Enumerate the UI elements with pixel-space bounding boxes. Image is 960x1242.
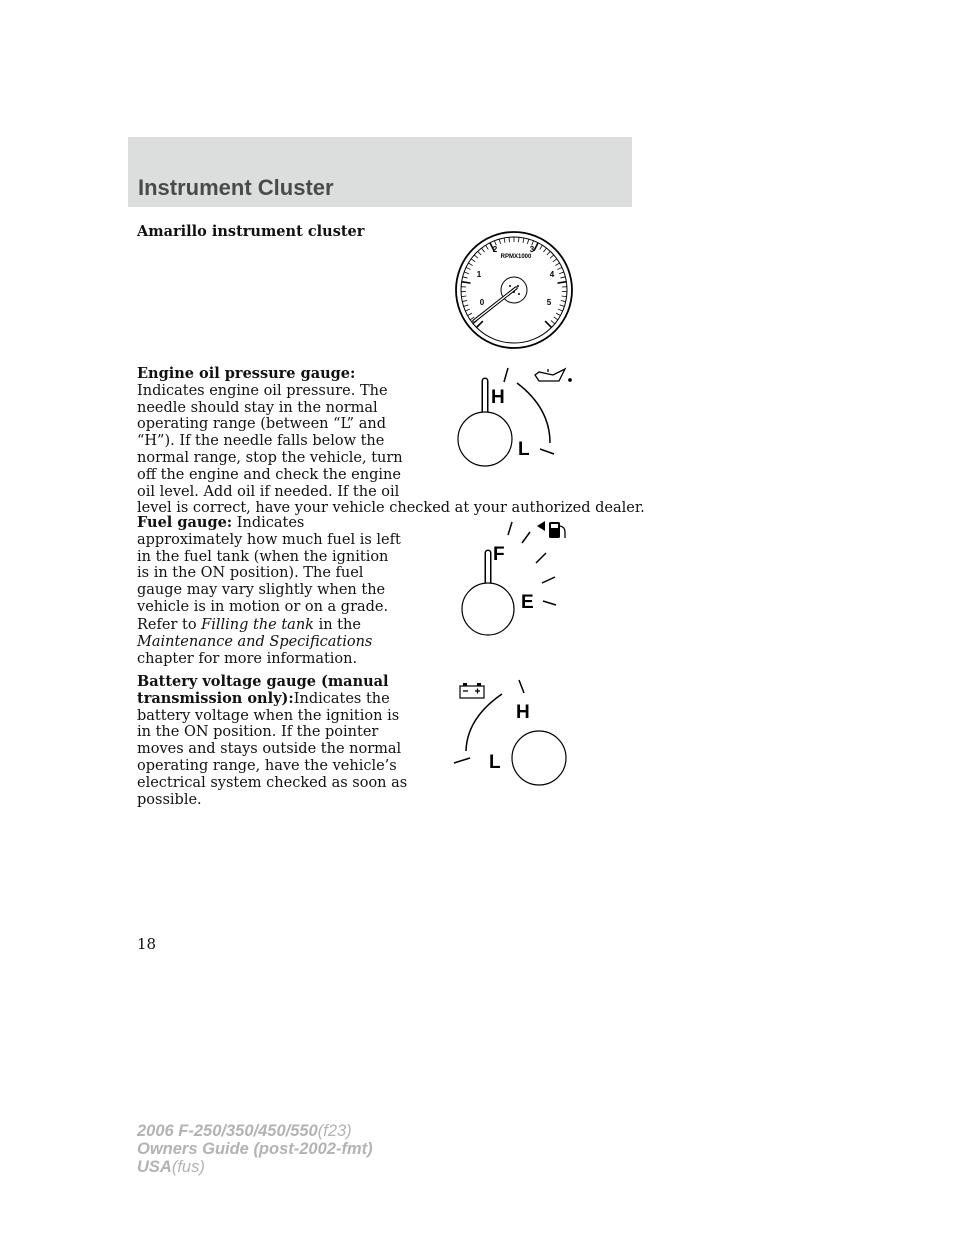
battery-gauge-description — [137, 674, 407, 808]
fuel-text-line-5: gauge may vary slightly when the — [137, 582, 386, 599]
battery-text-line-1: Indicates the — [293, 690, 390, 707]
battery-gauge-label-line-2: transmission only): — [137, 689, 294, 707]
tachometer-unit-label: RPMX1000 — [500, 254, 532, 260]
tick-label-4: 4 — [549, 270, 555, 279]
tick-label-0: 0 — [479, 298, 485, 307]
tachometer-tick — [560, 277, 565, 278]
battery-text-line-4: moves and stays outside the normal — [137, 741, 402, 758]
tachometer-tick — [553, 259, 557, 262]
tachometer-tick — [555, 263, 559, 266]
tachometer-tick — [543, 248, 546, 252]
tachometer-tick — [466, 267, 471, 269]
tachometer-tick — [557, 282, 566, 283]
tachometer-tick — [561, 300, 566, 301]
tachometer-tick — [527, 239, 528, 244]
fuel-gauge-empty-label: E — [521, 592, 534, 613]
battery-gauge-high-tick — [519, 680, 524, 693]
battery-gauge-high-label: H — [516, 702, 530, 723]
refer-prefix: Refer to — [137, 617, 197, 633]
tachometer-tick — [557, 267, 562, 269]
oil-text-line-3: operating range (between “L” and — [137, 416, 386, 433]
tick-label-2: 2 — [492, 245, 498, 254]
fuel-pump-icon — [537, 521, 565, 538]
oil-text-line-8: level is correct, have your vehicle checked at your authorized dealer. — [137, 500, 645, 517]
fuel-text-line-2: approximately how much fuel is left — [137, 531, 401, 548]
footer-model-code: (f23) — [317, 1122, 352, 1140]
fuel-gauge-description — [137, 515, 401, 616]
refer-link-filling-the-tank: Filling the tank — [201, 617, 314, 633]
tachometer-tick — [504, 238, 505, 243]
tachometer-tick — [462, 300, 467, 301]
battery-text-line-6: electrical system checked as soon as — [137, 774, 408, 791]
battery-text-line-7: possible. — [137, 791, 202, 808]
tick-label-5: 5 — [546, 298, 552, 307]
tachometer-tick — [468, 313, 472, 315]
tachometer-tick — [486, 245, 489, 249]
tachometer-tick — [558, 309, 563, 311]
oil-gauge-range-arc — [517, 383, 550, 443]
tachometer-tick — [559, 272, 564, 274]
tachometer-tick — [474, 255, 478, 258]
tachometer-tick — [477, 321, 483, 327]
chapter-title: Instrument Cluster — [138, 175, 334, 200]
fuel-gauge-illustration — [460, 518, 578, 640]
oil-text-line-4: “H”). If the needle falls below the — [137, 433, 385, 450]
footer-guide: Owners Guide (post-2002-fmt) — [137, 1140, 373, 1158]
battery-text-line-2: battery voltage when the ignition is — [137, 707, 400, 724]
page-number: 18 — [137, 935, 157, 953]
cluster-heading-text: Amarillo instrument cluster — [137, 223, 365, 240]
oil-can-icon — [535, 369, 571, 381]
tachometer-tick — [461, 296, 466, 297]
oil-text-line-5: normal range, stop the vehicle, turn — [137, 449, 403, 466]
tachometer-tick — [547, 251, 550, 255]
tachometer-tick — [464, 272, 469, 274]
tick-label-1: 1 — [476, 270, 482, 279]
fuel-tick-full — [508, 522, 512, 535]
oil-text-line-2: needle should stay in the normal — [137, 399, 378, 416]
tachometer-tick — [482, 248, 485, 252]
tachometer-tick — [478, 251, 481, 255]
tachometer-tick — [560, 305, 565, 307]
fuel-tick-empty — [543, 601, 556, 605]
tachometer-tick — [540, 245, 543, 249]
oil-text-line-1: Indicates engine oil pressure. The — [137, 382, 388, 399]
fuel-text-line-6: vehicle is in motion or on a grade. — [137, 598, 389, 615]
tachometer-tick — [463, 277, 468, 278]
refer-paragraph — [137, 617, 372, 667]
fuel-text-line-1: Indicates — [236, 515, 305, 531]
chapter-header-band — [128, 137, 632, 207]
tick-label-3: 3 — [529, 245, 535, 254]
tachometer-tick — [523, 238, 524, 243]
oil-gauge-high-label: H — [491, 387, 505, 408]
battery-gauge-hub — [512, 731, 566, 785]
tachometer-tick — [556, 313, 560, 315]
fuel-text-line-4: is in the ON position). The fuel — [137, 565, 364, 582]
refer-suffix: chapter for more information. — [137, 650, 358, 667]
oil-gauge-hub — [458, 412, 512, 466]
battery-icon — [460, 683, 484, 698]
fuel-tick-half — [536, 553, 546, 563]
battery-text-line-5: operating range, have the vehicle’s — [137, 757, 397, 774]
footer-region-code: (fus) — [171, 1158, 205, 1176]
tachometer-tick — [464, 305, 469, 307]
tachometer-tick — [554, 317, 558, 320]
tachometer-tick — [550, 255, 554, 258]
oil-text-line-6: off the engine and check the engine — [137, 466, 401, 483]
document-footer — [137, 1122, 373, 1176]
tachometer-tick — [471, 259, 475, 262]
oil-gauge-low-tick — [540, 449, 554, 454]
fuel-gauge-label: Fuel gauge: — [137, 514, 233, 531]
fuel-tick-three-quarter — [522, 532, 530, 543]
oil-gauge-label: Engine oil pressure gauge: — [137, 365, 356, 382]
oil-pressure-gauge-illustration — [455, 363, 580, 475]
battery-gauge-low-tick — [454, 758, 470, 763]
oil-gauge-low-label: L — [518, 439, 530, 460]
tachometer-tick — [562, 296, 567, 297]
tachometer-tick — [465, 309, 470, 311]
refer-link-maintenance-specs: Maintenance and Specifications — [137, 633, 373, 650]
tachometer-tick — [499, 239, 500, 244]
tachometer-tick — [551, 321, 555, 324]
footer-model: 2006 F-250/350/450/550 — [137, 1122, 318, 1140]
battery-gauge-low-label: L — [489, 752, 501, 773]
fuel-text-line-3: in the fuel tank (when the ignition — [137, 548, 389, 565]
tachometer-tick — [468, 263, 472, 266]
tachometer-illustration — [452, 230, 578, 352]
oil-gauge-high-tick — [504, 368, 508, 382]
battery-text-line-3: in the ON position. If the pointer — [137, 724, 379, 741]
fuel-gauge-full-label: F — [493, 544, 505, 565]
cluster-heading — [137, 224, 364, 241]
tachometer-tick — [462, 282, 471, 283]
battery-voltage-gauge-illustration — [452, 678, 570, 788]
battery-gauge-label-line-1: Battery voltage gauge (manual — [137, 673, 389, 690]
fuel-gauge-hub — [462, 583, 514, 635]
tachometer-tick — [534, 243, 538, 251]
battery-gauge-range-arc — [466, 694, 502, 751]
oil-text-line-7: oil level. Add oil if needed. If the oil — [137, 483, 400, 500]
footer-region: USA — [137, 1158, 172, 1176]
fuel-tick-quarter — [542, 577, 555, 583]
refer-mid: in the — [318, 617, 361, 633]
tachometer-tick — [545, 321, 551, 327]
